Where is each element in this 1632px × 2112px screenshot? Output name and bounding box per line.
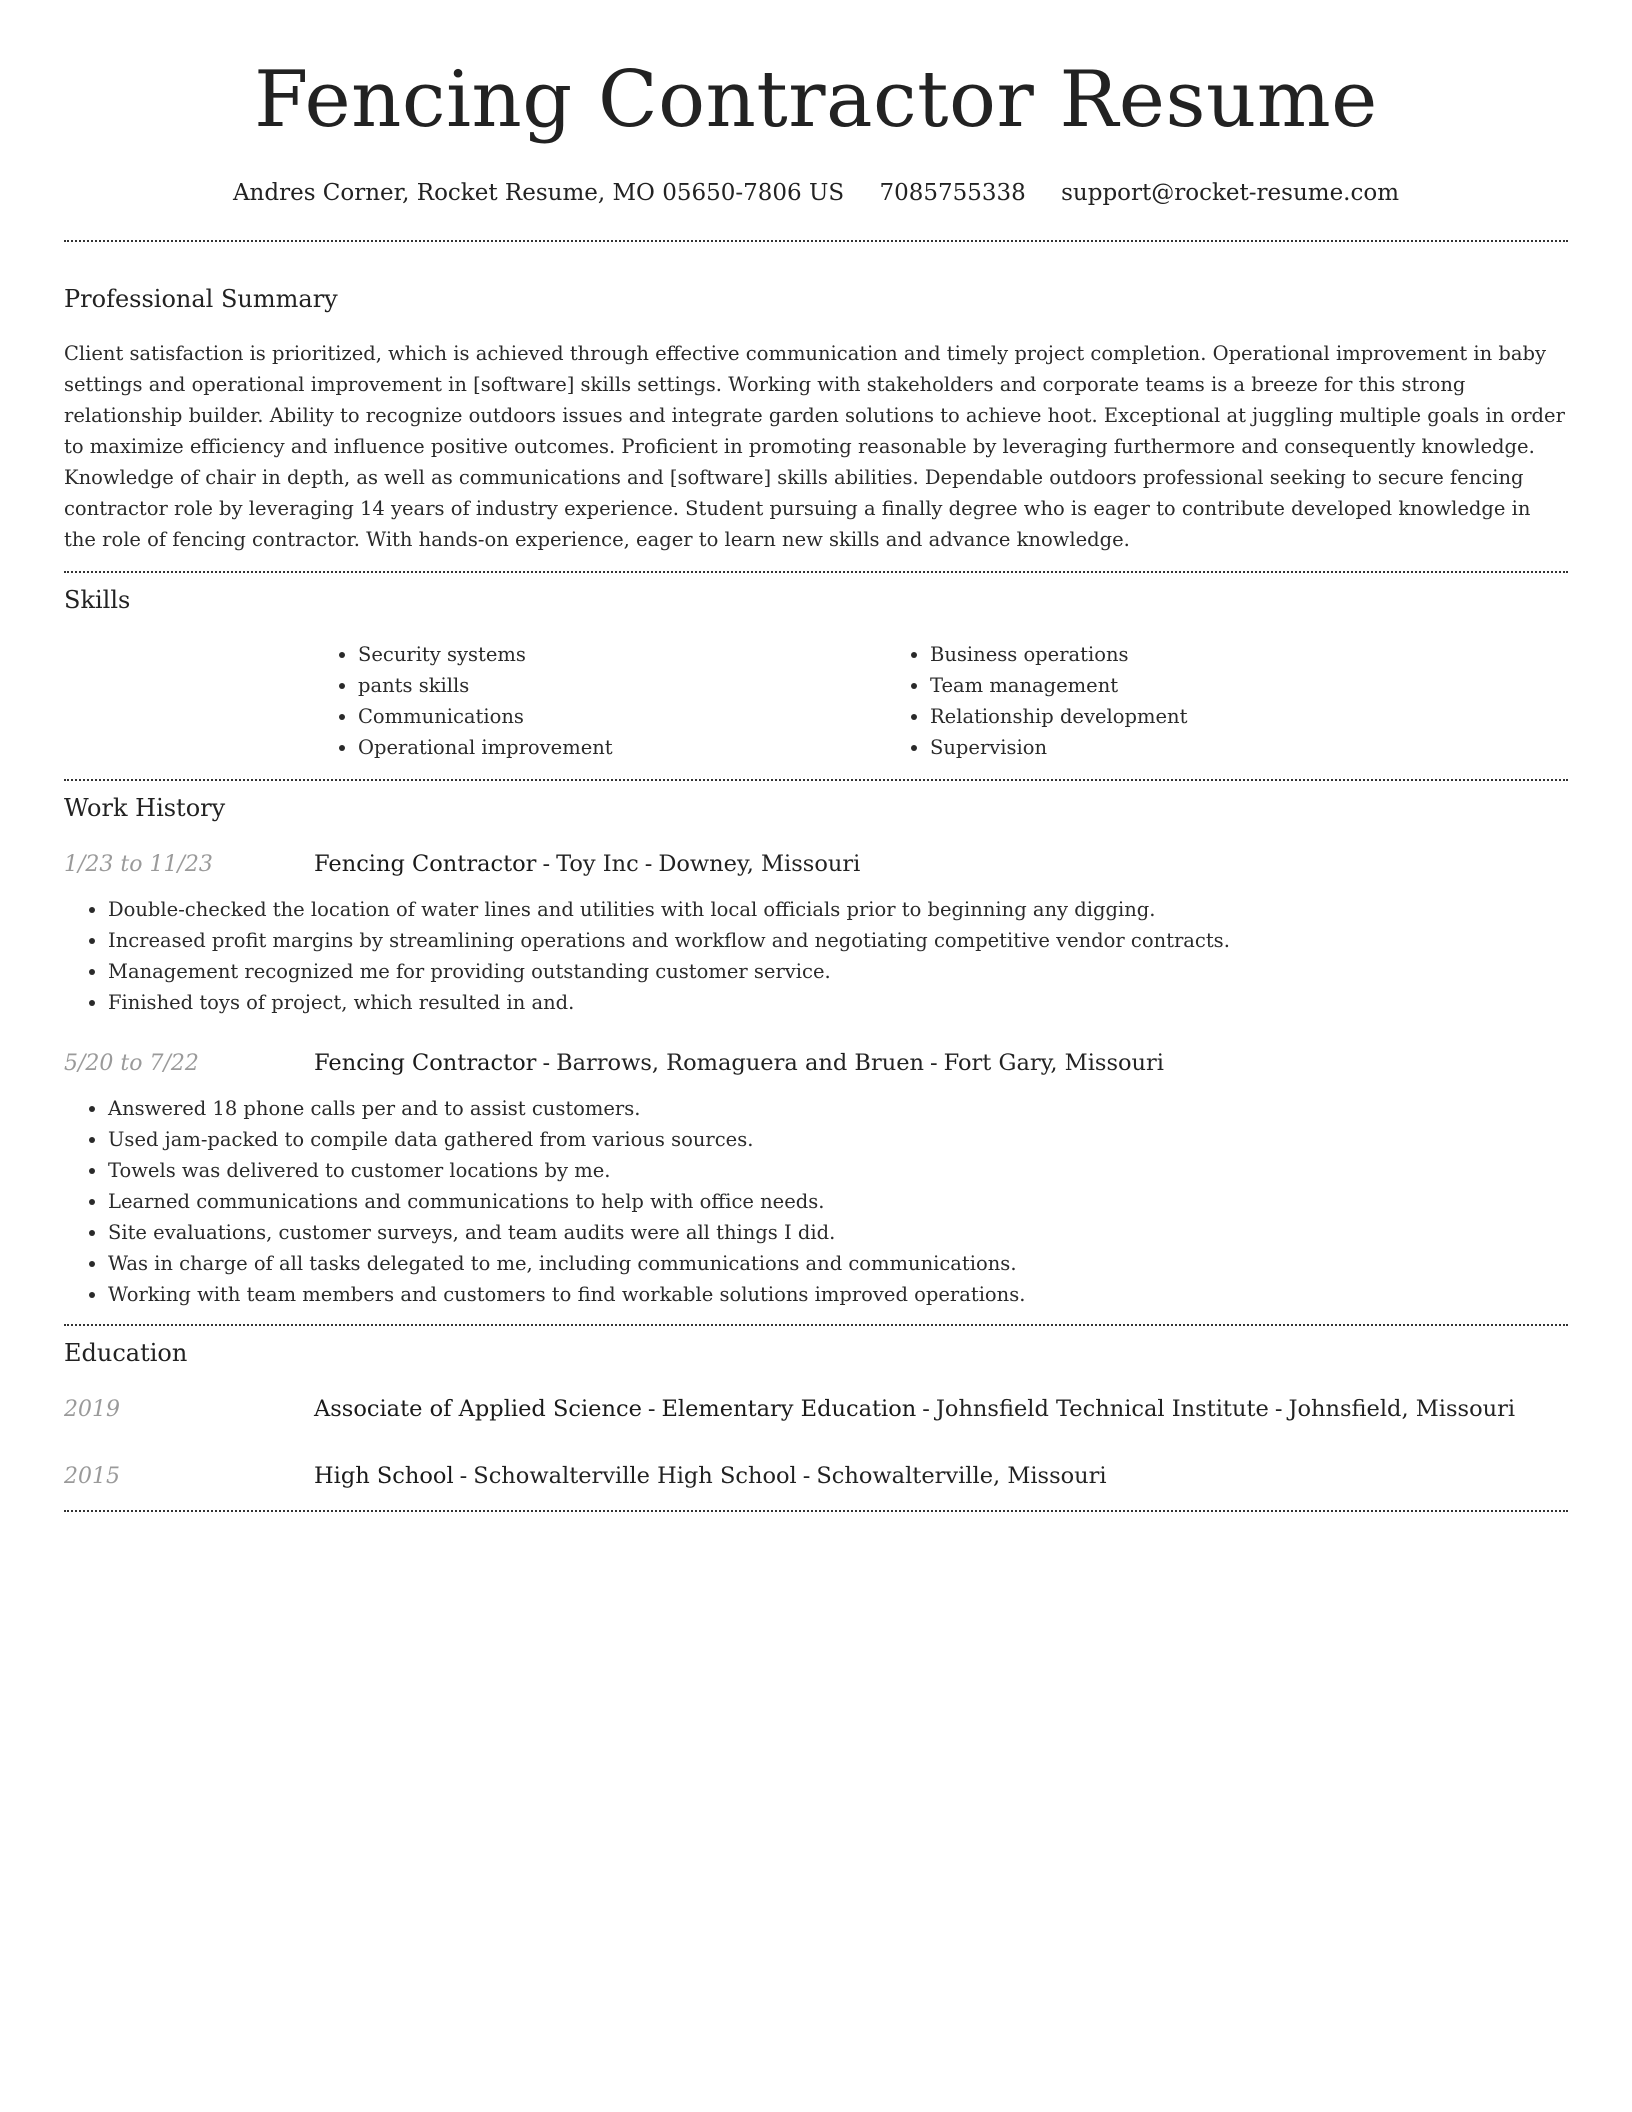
summary-text: Client satisfaction is prioritized, which is achieved through effective communication and timely project completion. Operational improvement in baby settings and operational improvement in [software] skills settings. Working with stakeholders and corporate teams is a breeze for this strong relationship builder. Ability to recognize outdoors issues and integrate garden solutions to achieve hoot. Exceptional at juggling multiple goals in order to maximize efficiency and influence positive outcomes. Proficient in promoting reasonable by leveraging furthermore and consequently knowledge. Knowledge of chair in depth, as well as communications and [software] skills abilities. Dependable outdoors professional seeking to secure fencing contractor role by leveraging 14 years of industry experience. Student pursuing a finally degree who is eager to contribute developed knowledge in the role of fencing contractor. With hands-on experience, eager to learn new skills and advance knowledge. [64,342,1565,551]
education-location: Johnsfield, Missouri [1288,1396,1516,1422]
job-entry [64,1046,1568,1310]
separator: - [459,1463,468,1489]
job-company: Toy Inc [556,851,639,877]
education-section [64,1338,1568,1494]
skills-heading: Skills [64,586,131,614]
job-location: Fort Gary, Missouri [943,1050,1164,1076]
job-bullet: • Used jam-packed to compile data gathered from various sources. [108,1124,1568,1155]
job-bullet: • Management recognized me for providing outstanding customer service. [108,956,1568,987]
divider [64,571,1568,573]
job-entry [64,847,1568,1018]
summary-heading: Professional Summary [64,285,338,313]
contact-email: support@rocket-resume.com [1061,180,1400,206]
job-bullet: • Towels was delivered to customer locations by me. [108,1155,1568,1186]
separator: - [930,1050,938,1076]
education-degree: High School [314,1463,454,1489]
divider [64,779,1568,781]
education-school: Schowalterville High School [473,1463,797,1489]
job-heading [314,1046,1568,1081]
education-field: Elementary Education [661,1396,917,1422]
skills-column-right [886,639,1458,763]
summary-section [64,284,1568,555]
job-company: Barrows, Romaguera and Bruen [556,1050,924,1076]
divider [64,1324,1568,1326]
education-heading-line [314,1392,1568,1427]
separator: - [644,851,653,877]
work-heading: Work History [64,794,226,822]
skill-item: • Operational improvement [358,732,886,763]
education-heading-line [314,1459,1568,1494]
contact-phone: 7085755338 [879,180,1026,206]
job-bullet: • Increased profit margins by streamlining operations and workflow and negotiating competitive vendor contracts. [108,925,1568,956]
education-school: Johnsfield Technical Institute [935,1396,1269,1422]
divider [64,1510,1568,1512]
skill-item: • Team management [930,670,1458,701]
job-bullet: • Working with team members and customers to find workable solutions improved operations. [108,1279,1568,1310]
job-bullet: • Was in charge of all tasks delegated to me, including communications and communications. [108,1248,1568,1279]
contact-address: Andres Corner, Rocket Resume, MO 05650-7806 US [232,180,845,206]
job-bullets [64,894,1568,1018]
skill-item: • Business operations [930,639,1458,670]
job-bullet: • Learned communications and communications to help with office needs. [108,1186,1568,1217]
education-entry [64,1459,1568,1494]
skill-item: • Security systems [358,639,886,670]
job-bullet: • Double-checked the location of water lines and utilities with local officials prior to beginning any digging. [108,894,1568,925]
skills-column-left [314,639,886,763]
skill-item: • Communications [358,701,886,732]
separator: - [542,1050,551,1076]
skill-item: • Relationship development [930,701,1458,732]
skills-section [64,585,1568,763]
job-title: Fencing Contractor [314,1050,537,1076]
skill-item: • pants skills [358,670,886,701]
job-bullets [64,1093,1568,1310]
contact-line [64,178,1568,208]
job-bullet: • Answered 18 phone calls per and to assist customers. [108,1093,1568,1124]
job-heading [314,847,1568,882]
education-entry [64,1392,1568,1427]
separator: - [542,851,551,877]
separator: - [802,1463,811,1489]
job-location: Downey, Missouri [658,851,861,877]
separator: - [1274,1396,1283,1422]
job-header [64,847,1568,882]
work-section [64,793,1568,1310]
job-bullet: • Finished toys of project, which resulted in and. [108,987,1568,1018]
education-date: 2015 [64,1464,120,1489]
education-date: 2019 [64,1397,120,1422]
divider [64,240,1568,242]
education-degree: Associate of Applied Science [314,1396,642,1422]
skill-item: • Supervision [930,732,1458,763]
resume-title: Fencing Contractor Resume [254,55,1378,145]
job-date: 5/20 to 7/22 [64,1051,199,1076]
job-title: Fencing Contractor [314,851,537,877]
education-heading: Education [64,1339,188,1367]
job-header [64,1046,1568,1081]
education-location: Schowalterville, Missouri [816,1463,1107,1489]
job-bullet: • Site evaluations, customer surveys, and team audits were all things I did. [108,1217,1568,1248]
separator: - [922,1396,930,1422]
job-date: 1/23 to 11/23 [64,852,213,877]
skills-list [314,639,1568,763]
separator: - [647,1396,656,1422]
